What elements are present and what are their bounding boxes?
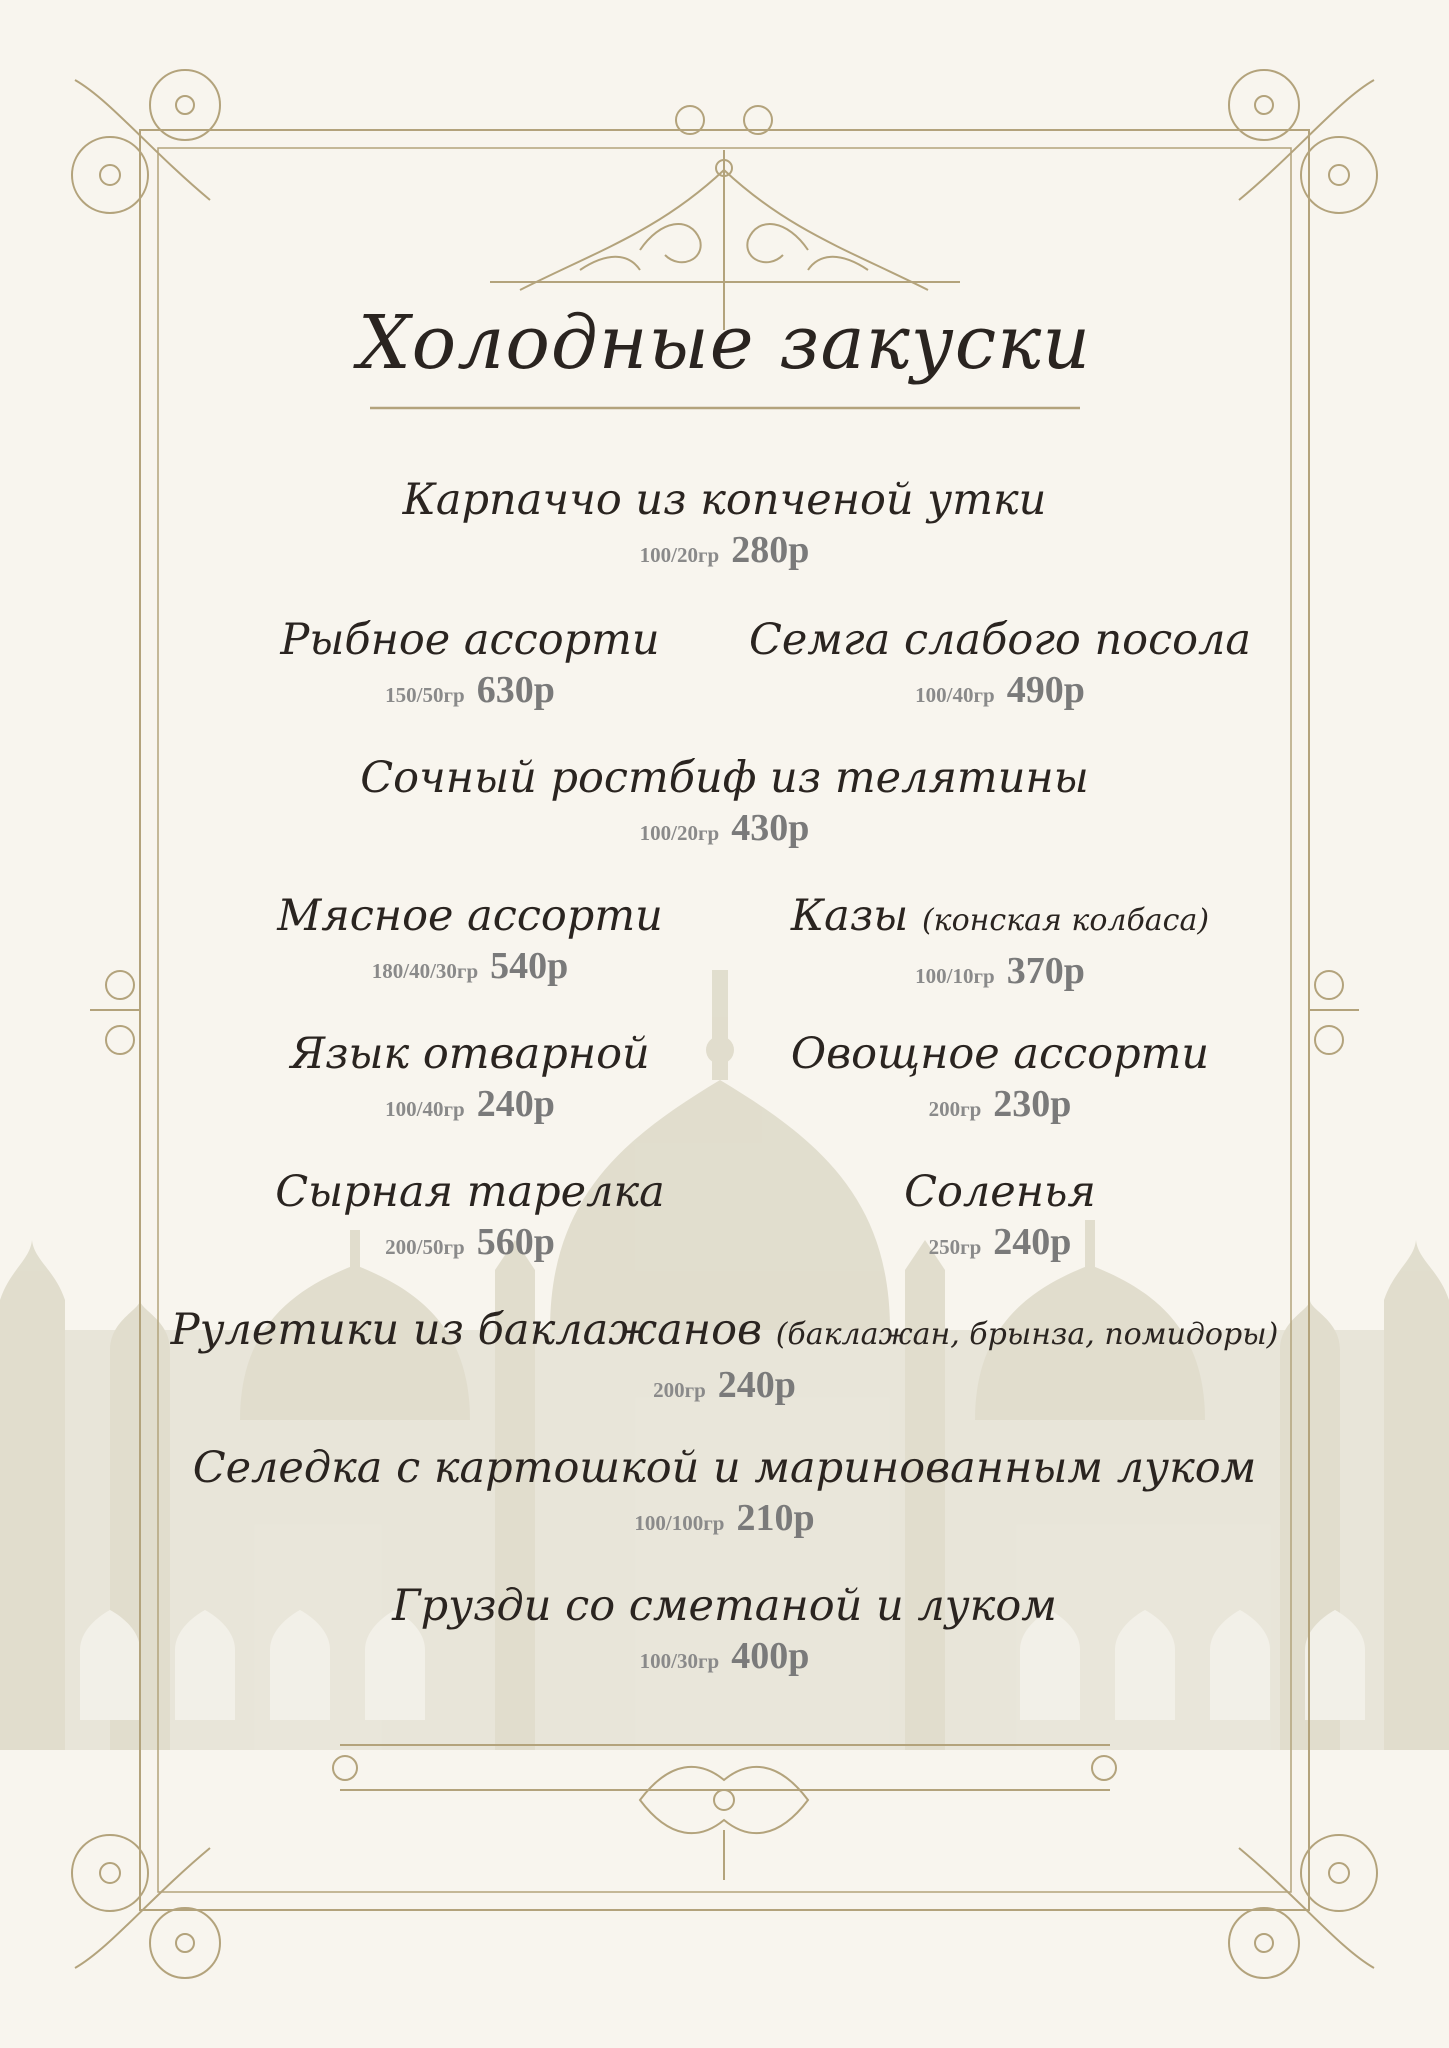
- dish-name: Грузди со сметаной и луком: [392, 1581, 1057, 1631]
- dish-entry: [0, 1438, 1449, 1549]
- dish-meta: [0, 526, 1449, 581]
- dish-name-text: Казы: [790, 891, 909, 941]
- dish-meta: [170, 1218, 770, 1273]
- dish-meta: [700, 1080, 1300, 1135]
- dish-meta: [170, 666, 770, 721]
- dish-weight: 200гр: [928, 1097, 982, 1121]
- dish-price: 230р: [993, 1083, 1072, 1125]
- dish-price: 210р: [736, 1497, 815, 1539]
- dish-weight: 100/30гр: [639, 1649, 720, 1673]
- dish-name: Мясное ассорти: [277, 891, 663, 941]
- dish-weight: 100/40гр: [385, 1097, 465, 1121]
- dish-name: Соленья: [904, 1167, 1096, 1217]
- dish-entry: [170, 886, 770, 997]
- dish-price: 370р: [1006, 950, 1085, 992]
- dish-entry: [700, 610, 1300, 721]
- dish-entry: [700, 1162, 1300, 1273]
- dish-weight: 180/40/30гр: [371, 959, 479, 983]
- dish-entry: [700, 886, 1300, 1002]
- dish-meta: [0, 1361, 1449, 1416]
- dish-entry: [170, 610, 770, 721]
- dish-meta: [170, 1080, 770, 1135]
- dish-name: Семга слабого посола: [748, 615, 1252, 665]
- dish-weight: 100/40гр: [915, 683, 995, 707]
- dish-note: (конская колбаса): [921, 903, 1210, 938]
- dish-meta: [700, 947, 1300, 1002]
- dish-name: Карпаччо из копченой утки: [402, 475, 1047, 525]
- menu-title: Холодные закуски: [357, 300, 1092, 386]
- dish-price: 240р: [717, 1364, 796, 1406]
- dish-meta: [700, 1218, 1300, 1273]
- dish-name: [0, 1300, 1449, 1365]
- dish-entry: [0, 470, 1449, 581]
- dish-name: Овощное ассорти: [790, 1029, 1210, 1079]
- dish-price: 240р: [993, 1221, 1072, 1263]
- dish-note: (баклажан, брынза, помидоры): [775, 1317, 1279, 1352]
- dish-entry: [0, 748, 1449, 859]
- dish-entry: [170, 1162, 770, 1273]
- dish-name: Сочный ростбиф из телятины: [360, 753, 1089, 803]
- dish-weight: 100/100гр: [634, 1511, 725, 1535]
- dish-price: 430р: [731, 807, 810, 849]
- dish-price: 560р: [476, 1221, 555, 1263]
- dish-meta: [700, 666, 1300, 721]
- dish-weight: 100/20гр: [639, 543, 720, 567]
- dish-weight: 100/10гр: [915, 964, 995, 988]
- dish-price: 400р: [731, 1635, 810, 1677]
- dish-price: 490р: [1006, 669, 1085, 711]
- dish-price: 630р: [476, 669, 555, 711]
- dish-name: Селедка с картошкой и маринованным луком: [192, 1443, 1257, 1493]
- dish-name: Язык отварной: [290, 1029, 650, 1079]
- dish-price: 540р: [490, 945, 569, 987]
- dish-weight: 150/50гр: [385, 683, 465, 707]
- dish-weight: 100/20гр: [639, 821, 720, 845]
- dish-entry: [700, 1024, 1300, 1135]
- dish-name: Рыбное ассорти: [280, 615, 660, 665]
- dish-meta: [0, 1632, 1449, 1687]
- dish-meta: [0, 804, 1449, 859]
- dish-weight: 250гр: [928, 1235, 982, 1259]
- dish-price: 240р: [476, 1083, 555, 1125]
- dish-entry: [0, 1576, 1449, 1687]
- dish-name: [700, 886, 1300, 951]
- dish-meta: [170, 942, 770, 997]
- dish-meta: [0, 1494, 1449, 1549]
- dish-entry: [170, 1024, 770, 1135]
- dish-weight: 200/50гр: [385, 1235, 465, 1259]
- dish-name-text: Рулетики из баклажанов: [170, 1305, 763, 1355]
- dish-entry: [0, 1300, 1449, 1416]
- dish-name: Сырная тарелка: [275, 1167, 665, 1217]
- dish-weight: 200гр: [653, 1378, 706, 1402]
- dish-price: 280р: [731, 529, 810, 571]
